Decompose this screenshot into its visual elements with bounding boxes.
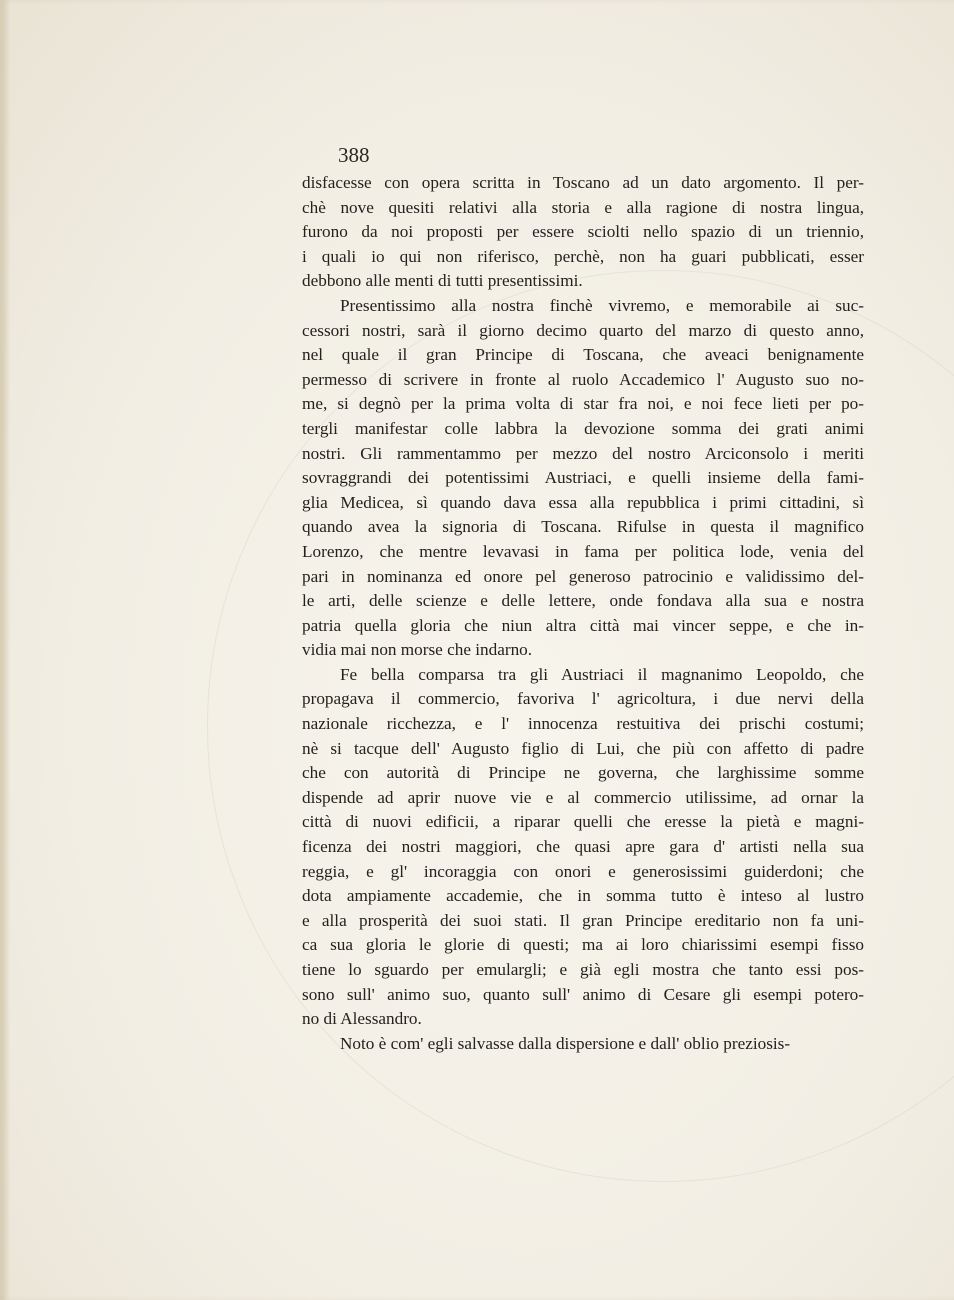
text-line: me, si degnò per la prima volta di star fra noi, e noi fece lieti per po- [302,394,864,414]
text-line: Lorenzo, che mentre levavasi in fama per politica lode, venia del [302,541,864,561]
paragraph [302,1032,864,1057]
text-line: nè si tacque dell' Augusto figlio di Lui, che più con affetto di padre [302,738,864,758]
text-line: Noto è com' egli salvasse dalla dispersione e dall' oblio preziosis- [340,1033,791,1053]
text-line: dispende ad aprir nuove vie e al commercio utilissime, ad ornar la [302,787,864,807]
text-line: Presentissimo alla nostra finchè vivremo, e memorabile ai suc- [340,295,864,315]
text-line: no di Alessandro. [302,1009,422,1029]
text-line: quando avea la signoria di Toscana. Rifulse in questa il magnifico [302,517,864,537]
paragraph [302,294,864,663]
text-line: propagava il commercio, favoriva l' agricoltura, i due nervi della [302,689,864,709]
text-line: nostri. Gli rammentammo per mezzo del nostro Arciconsolo i meriti [302,443,864,463]
text-line: nazionale ricchezza, e l' innocenza restuitiva dei prischi costumi; [302,714,864,734]
text-line: debbono alle menti di tutti presentissimi. [302,271,583,291]
text-line: nel quale il gran Principe di Toscana, che aveaci benignamente [302,345,864,365]
text-line: furono da noi proposti per essere sciolti nello spazio di un triennio, [302,222,864,242]
text-line: sono sull' animo suo, quanto sull' animo di Cesare gli esempi potero- [302,984,864,1004]
text-line: tergli manifestar colle labbra la devozione somma dei grati animi [302,418,864,438]
text-line: i quali io qui non riferisco, perchè, non ha guari pubblicati, esser [302,246,864,266]
text-line: cessori nostri, sarà il giorno decimo quarto del marzo di questo anno, [302,320,864,340]
text-line: disfacesse con opera scritta in Toscano ad un dato argomento. Il per- [302,173,864,192]
text-line: sovraggrandi dei potentissimi Austriaci, e quelli insieme della fami- [302,468,864,488]
text-line: dota ampiamente accademie, che in somma tutto è inteso al lustro [302,886,864,906]
text-line: Fe bella comparsa tra gli Austriaci il magnanimo Leopoldo, che [340,664,864,684]
page-number: 388 [338,143,370,167]
text-line: reggia, e gl' incoraggia con onori e generosissimi guiderdoni; che [302,861,864,881]
body-text [302,171,864,1056]
text-line: le arti, delle scienze e delle lettere, onde fondava alla sua e nostra [302,591,864,611]
text-line: città di nuovi edificii, a riparar quelli che eresse la pietà e magni- [302,812,864,832]
text-line: e alla prosperità dei suoi stati. Il gran Principe ereditario non fa uni- [302,910,864,930]
text-line: ficenza dei nostri maggiori, che quasi apre gara d' artisti nella sua [302,837,864,857]
paragraph [302,171,864,294]
text-line: che con autorità di Principe ne governa, che larghissime somme [302,763,864,783]
text-line: vidia mai non morse che indarno. [302,640,533,660]
text-line: glia Medicea, sì quando dava essa alla repubblica i primi cittadini, sì [302,492,864,512]
page-edge-shadow [0,0,10,1300]
paragraph [302,663,864,1032]
text-line: pari in nominanza ed onore pel generoso patrocinio e validissimo del- [302,566,864,586]
text-line: ca sua gloria le glorie di questi; ma ai loro chiarissimi esempi fisso [302,935,864,955]
text-line: patria quella gloria che niun altra città mai vincer seppe, e che in- [302,615,864,635]
text-line: permesso di scrivere in fronte al ruolo Accademico l' Augusto suo no- [302,369,864,389]
text-line: chè nove quesiti relativi alla storia e alla ragione di nostra lingua, [302,197,864,217]
text-line: tiene lo sguardo per emulargli; e già egli mostra che tanto essi pos- [302,960,864,979]
